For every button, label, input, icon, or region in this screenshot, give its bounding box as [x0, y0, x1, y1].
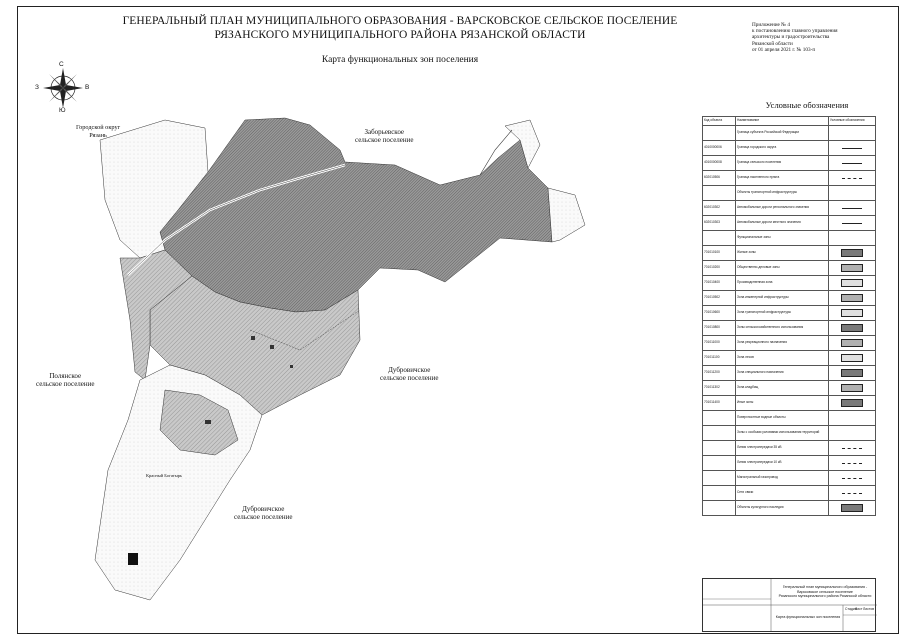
- legend-swatch: [841, 249, 863, 257]
- legend-code: [703, 456, 736, 471]
- legend-row: [703, 216, 876, 231]
- legend-name: Граница населенного пункта: [736, 171, 829, 186]
- legend-name: Функциональные зоны: [736, 231, 829, 246]
- legend-swatch: [841, 279, 863, 287]
- legend-symbol: [829, 246, 876, 261]
- legend-code: [703, 501, 736, 516]
- legend-swatch: [841, 354, 863, 362]
- legend-symbol: [829, 396, 876, 411]
- legend-code: 701010400: [703, 276, 736, 291]
- legend-name: Зона рекреационного назначения: [736, 336, 829, 351]
- legend-swatch: [842, 478, 862, 479]
- legend-row: [703, 426, 876, 441]
- legend-row: [703, 201, 876, 216]
- legend-symbol: [829, 486, 876, 501]
- legend-swatch: [841, 309, 863, 317]
- legend-symbol: [829, 366, 876, 381]
- legend-swatch: [841, 399, 863, 407]
- legend-swatch: [841, 324, 863, 332]
- label-zaborevskoe: Заборьевское сельское поселение: [355, 128, 414, 144]
- legend-name: Производственная зона: [736, 276, 829, 291]
- legend-row: [703, 411, 876, 426]
- legend-name: Объекты культурного наследия: [736, 501, 829, 516]
- legend-code: 701010600: [703, 306, 736, 321]
- legend-symbol: [829, 456, 876, 471]
- legend-symbol: [829, 411, 876, 426]
- legend-row: [703, 126, 876, 141]
- legend-title: Условные обозначения: [765, 100, 849, 110]
- legend-row: [703, 186, 876, 201]
- legend-swatch: [842, 163, 862, 164]
- legend-code: 602010302: [703, 201, 736, 216]
- label-dubrovichskoe-south: Дубровичское сельское поселение: [234, 505, 293, 521]
- legend-code: [703, 186, 736, 201]
- forest-zone: [160, 118, 552, 312]
- legend-code: 701011400: [703, 396, 736, 411]
- legend-name: Зона инженерной инфраструктуры: [736, 291, 829, 306]
- legend-row: [703, 231, 876, 246]
- legend-name: Линия электропередачи 10 кВ: [736, 456, 829, 471]
- legend-symbol: [829, 351, 876, 366]
- legend-code: 701010200: [703, 261, 736, 276]
- legend-symbol: [829, 321, 876, 336]
- legend-code: 701010502: [703, 291, 736, 306]
- legend-name: Автомобильные дороги регионального значения: [736, 201, 829, 216]
- legend-row: [703, 291, 876, 306]
- legend-symbol: [829, 126, 876, 141]
- stamp-title: Генеральный план муниципального образования - Варсковское сельское поселение Рязанского муниципального района Рязанской области: [778, 585, 872, 598]
- legend-row: [703, 321, 876, 336]
- legend-row: [703, 486, 876, 501]
- legend-name: Зона лесов: [736, 351, 829, 366]
- legend-symbol: [829, 381, 876, 396]
- legend-row: [703, 261, 876, 276]
- legend-code: 701011302: [703, 381, 736, 396]
- legend-swatch: [842, 493, 862, 494]
- legend-swatch: [842, 178, 862, 179]
- legend-code: 4010000006: [703, 141, 736, 156]
- legend-row: [703, 456, 876, 471]
- legend-row: [703, 246, 876, 261]
- legend-row: [703, 171, 876, 186]
- legend-name: Граница субъекта Российской Федерации: [736, 126, 829, 141]
- legend-col-symbol: Условные обозначения: [829, 117, 876, 126]
- appendix-note: Приложение № 4 к постановлению главного управления архитектуры и градостроительства Рязанской области от 01 апреля 2021 г. № 103-п: [752, 22, 838, 53]
- legend-row: [703, 381, 876, 396]
- legend-col-code: Код объекта: [703, 117, 736, 126]
- legend-swatch: [841, 504, 863, 512]
- legend-row: [703, 471, 876, 486]
- legend-name: Зона кладбищ: [736, 381, 829, 396]
- legend-swatch: [842, 208, 862, 209]
- legend-code: 602010506: [703, 171, 736, 186]
- legend-swatch: [841, 264, 863, 272]
- legend-swatch: [842, 448, 862, 449]
- legend-code: [703, 441, 736, 456]
- legend-name: Зоны сельскохозяйственного использования: [736, 321, 829, 336]
- legend-code: 602010303: [703, 216, 736, 231]
- legend-swatch: [841, 384, 863, 392]
- legend-code: [703, 126, 736, 141]
- legend-row: [703, 276, 876, 291]
- legend-row: [703, 156, 876, 171]
- stamp-sheet: Лист: [855, 607, 863, 611]
- legend-symbol: [829, 261, 876, 276]
- legend-name: Жилые зоны: [736, 246, 829, 261]
- legend-symbol: [829, 336, 876, 351]
- legend-name: Зоны с особыми условиями использования территорий: [736, 426, 829, 441]
- label-dubrovichskoe-east: Дубровичское сельское поселение: [380, 366, 439, 382]
- legend-col-name: Наименование: [736, 117, 829, 126]
- compass-west: З: [35, 84, 39, 91]
- legend-code: [703, 231, 736, 246]
- legend-symbol: [829, 501, 876, 516]
- building-block: [128, 553, 138, 565]
- legend-code: 701011200: [703, 366, 736, 381]
- title-block: [702, 578, 876, 632]
- stamp-stage: Стадия: [845, 607, 857, 611]
- legend-name: Иные зоны: [736, 396, 829, 411]
- legend-swatch: [841, 294, 863, 302]
- legend-symbol: [829, 156, 876, 171]
- legend-row: [703, 141, 876, 156]
- legend-table: [702, 116, 876, 516]
- legend-symbol: [829, 171, 876, 186]
- map-subtitle: Карта функциональных зон поселения: [321, 55, 479, 65]
- legend-swatch: [841, 369, 863, 377]
- legend-code: [703, 471, 736, 486]
- legend-code: [703, 426, 736, 441]
- legend-symbol: [829, 201, 876, 216]
- legend-name: Общественно-деловые зоны: [736, 261, 829, 276]
- map-title: ГЕНЕРАЛЬНЫЙ ПЛАН МУНИЦИПАЛЬНОГО ОБРАЗОВАНИЯ - ВАРСКОВСКОЕ СЕЛЬСКОЕ ПОСЕЛЕНИЕ РЯЗАНСКОГО МУНИЦИПАЛЬНОГО РАЙОНА РЯЗАНСКОЙ ОБЛАСТИ: [122, 15, 678, 41]
- legend-symbol: [829, 441, 876, 456]
- legend-name: Линия электропередачи 35 кВ: [736, 441, 829, 456]
- legend-code: 701011100: [703, 351, 736, 366]
- legend-name: Зона специального назначения: [736, 366, 829, 381]
- legend-swatch: [842, 463, 862, 464]
- legend-row: [703, 501, 876, 516]
- legend-name: Автомобильные дороги местного значения: [736, 216, 829, 231]
- legend-swatch: [841, 339, 863, 347]
- legend-swatch: [842, 148, 862, 149]
- legend-symbol: [829, 291, 876, 306]
- legend-swatch: [842, 223, 862, 224]
- compass-east: В: [85, 84, 90, 91]
- legend-symbol: [829, 426, 876, 441]
- settlement-block-e: [548, 188, 585, 242]
- legend-code: 701010100: [703, 246, 736, 261]
- label-krasny-bogatyr: Красный Богатырь: [146, 473, 183, 478]
- legend-symbol: [829, 216, 876, 231]
- legend-row: [703, 366, 876, 381]
- legend-name: Поверхностные водные объекты: [736, 411, 829, 426]
- compass-north: С: [59, 61, 64, 68]
- compass-south: Ю: [59, 107, 66, 114]
- legend-name: Сети связи: [736, 486, 829, 501]
- legend-name: Граница городского округа: [736, 141, 829, 156]
- legend-code: [703, 486, 736, 501]
- legend-name: Магистральный газопровод: [736, 471, 829, 486]
- legend-code: 701010800: [703, 321, 736, 336]
- label-polyanskoe: Полянское сельское поселение: [36, 372, 95, 388]
- legend-name: Объекты транспортной инфраструктуры: [736, 186, 829, 201]
- legend-row: [703, 351, 876, 366]
- legend-code: 701011000: [703, 336, 736, 351]
- legend-symbol: [829, 471, 876, 486]
- legend-name: Зона транспортной инфраструктуры: [736, 306, 829, 321]
- legend-code: 4010000008: [703, 156, 736, 171]
- label-gorodskoy-okrug: Городской округ Рязань: [76, 124, 121, 139]
- legend-code: [703, 411, 736, 426]
- legend-symbol: [829, 306, 876, 321]
- legend-row: [703, 306, 876, 321]
- legend-name: Граница сельского поселения: [736, 156, 829, 171]
- legend-row: [703, 441, 876, 456]
- legend-symbol: [829, 141, 876, 156]
- legend-symbol: [829, 276, 876, 291]
- stamp-sheets: Листов: [863, 607, 875, 611]
- stamp-sheet-label: Карта функциональных зон поселения: [775, 615, 841, 619]
- legend-row: [703, 336, 876, 351]
- legend-row: [703, 396, 876, 411]
- legend-symbol: [829, 231, 876, 246]
- legend-symbol: [829, 186, 876, 201]
